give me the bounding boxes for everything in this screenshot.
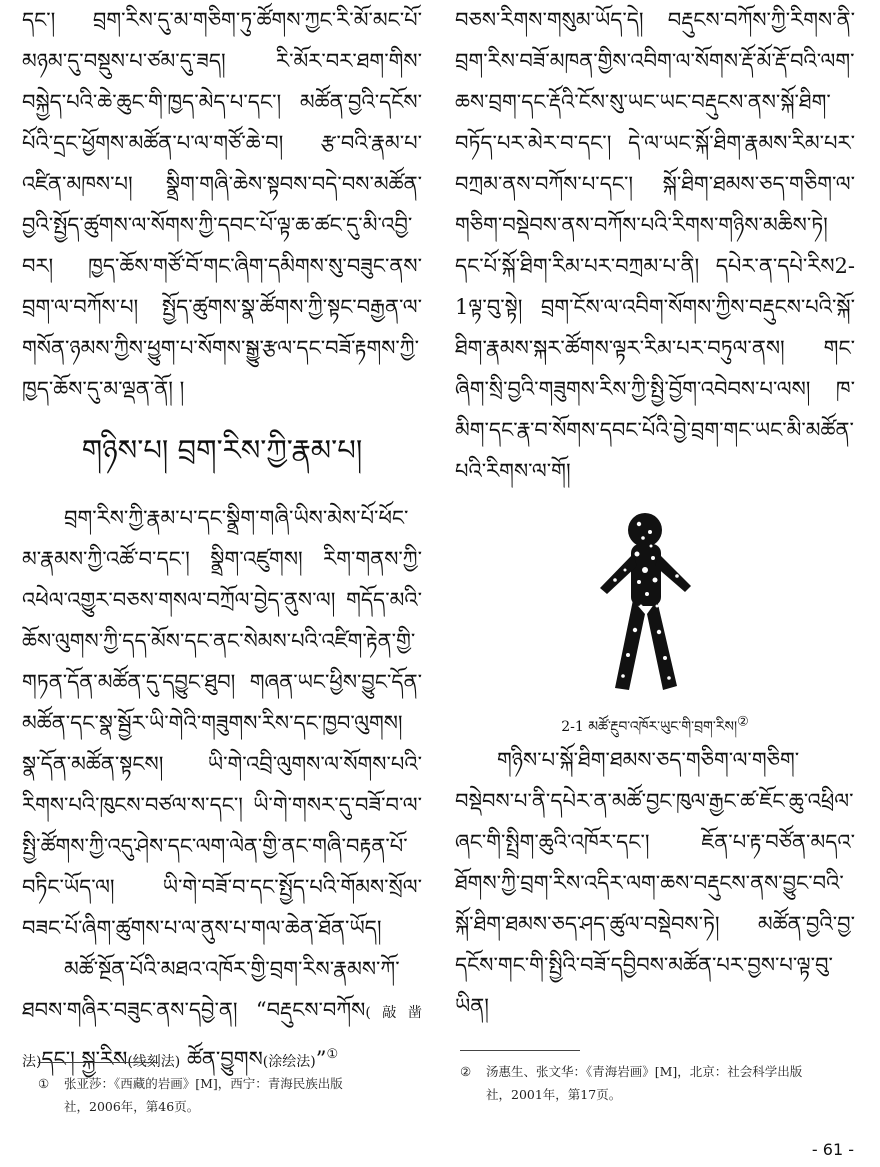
footnote-ref: ② <box>737 714 749 730</box>
footnote-text: 汤惠生、张文华：《青海岩画》[M]，北京：社会科学出版 <box>486 1064 803 1079</box>
footnote-text: 社，2001年，第17页。 <box>486 1087 622 1102</box>
right-column <box>455 0 855 492</box>
footnote-number: ② <box>460 1064 472 1079</box>
section-heading: གཉིས་པ། བྲག་རིས་ཀྱི་རྣམ་པ། <box>81 433 363 467</box>
footnote-text: 社，2006年，第46页。 <box>64 1099 200 1114</box>
footnote-left <box>38 1072 423 1118</box>
paragraph-text: ཚོན་བྱུགས <box>180 1047 263 1071</box>
paragraph: བྲག་རིས་ཀྱི་རྣམ་པ་དང་སྣྲིག་གཞི་ཡིས་མེས་པོ་ཕོང་མ་རྣམས་ཀྱི་འཚོ་བ་དང་། སྣྲིག་འཛུགས། རིག་གནས་ཀྱི་འཕེལ་འགྱུར་བཅས་གསལ་བཀྲོལ་བྱེད་ནུས་ལ། གདོད་མའི་ཆོས་ལུགས་ཀྱི་དད་མོས་དང་ནང་སེམས་པའི་འཛིག་རྟེན་གྱི་གཏན་དོན་མཚོན་དུ་དབྱུང་ཐུབ། གཞན་ཡང་ཕྱིས་བྱུང་དོན་མཚོན་དང་སྣ་སྦྱོར་ཡི་གེའི་གཟུགས་རིས་དང་ཁྱབ་ལུགས། སྣ་དོན་མཚོན་སྟངས། ཡི་གེ་འབྲི་ལུགས་ལ་སོགས་པའི་རིགས་པའི་ཁུངས་བཙལ་ས་དང་། ཡི་གེ་གསར་དུ་བཟོ་བ་ལ་སྤྱི་ཚོགས་ཀྱི་འདུ་ཤེས་དང་ལག་ལེན་གྱི་ནང་གཞི་བརྟན་པོ་བཏིང་ཡོད་ལ། ཡི་གེ་བཟོ་བ་དང་སྤྱོད་པའི་གོམས་སྲོལ་བཟང་པོ་ཞིག་ཚུགས་པ་ལ་ནུས་པ་གལ་ཆེན་ཐོན་ཡོད། <box>22 506 422 940</box>
page-number: - 61 - <box>811 1140 854 1159</box>
footnote-rule <box>38 1062 158 1063</box>
footnote-text: 张亚莎：《西藏的岩画》[M]，西宁：青海民族出版 <box>64 1076 343 1091</box>
paragraph: གཉིས་པ་སྐོ་ཐིག་ཐམས་ཅད་གཅིག་ལ་གཅིག་བསྡེབས་པ་ནི་དཔེར་ན་མཚོ་བྱང་ཁུལ་རྒྱང་ཚ་ཇོང་ཆུ་འཕྲིལ་ཞང་གི་སྤྲིག་ཆུའི་འཁོར་དང་། ཇོན་པ་རྟ་བཙོན་མདའ་ཐོགས་ཀྱི་བྲག་རིས་འདིར་ལག་ཆས་བརྡུངས་ནས་བྱུང་བའི་སྐོ་ཐིག་ཐམས་ཅད་ཤད་ཚུལ་བསྡེབས་ཏེ། མཚོན་བྱའི་བྱ་དངོས་གང་གི་སྤྱིའི་བཟོ་དབྱིབས་མཚོན་པར་བྱས་པ་ལྟ་བུ་ཡིན། <box>455 748 855 1018</box>
paragraph-text: མཚོ་སྔོན་པོའི་མཐའ་འཁོར་གྱི་བྲག་རིས་རྣམས་ཀོ་ཐབས་གཞིར་བཟུང་ནས་དབྱེ་ན། “བརྡུངས་བཀོས <box>22 957 400 1022</box>
paragraph-text: ” <box>315 1047 327 1071</box>
footnote-right <box>460 1060 845 1106</box>
figure-caption-text: 2-1 མཚོ་རྔུབ་འཁོར་ཡུང་གི་བྲག་རིས། <box>561 719 738 735</box>
paragraph-text: དང་། སྐྱ་རིས <box>41 1047 128 1071</box>
footnote-rule <box>460 1050 580 1051</box>
left-column <box>22 0 422 1083</box>
footnote-ref: ① <box>326 1047 339 1062</box>
inline-chinese-note: (敲凿法) <box>22 1005 422 1070</box>
paragraph: བཅས་རིགས་གསུམ་ཡོད་དེ། བརྡུངས་བཀོས་ཀྱི་རིགས་ནི་བྲག་རིས་བཟོ་མཁན་གྱིས་འབིག་ལ་སོགས་རྡོ་མོ་རྡོ་བའི་ལག་ཆས་བྲག་དང་རྡོའི་ངོས་སུ་ཡང་ཡང་བརྡུངས་ནས་སྐོ་ཐིག་བཏོད་པར་མེར་བ་དང་། དེ་ལ་ཡང་སྐོ་ཐིག་རྣམས་རིམ་པར་བཀྲམ་ནས་བཀོས་པ་དང་། སྐོ་ཐིག་ཐམས་ཅད་གཅིག་ལ་གཅིག་བསྡེབས་ནས་བཀོས་པའི་རིགས་གཉིས་མཆིས་ཏེ། དང་པོ་སྐོ་ཐིག་རིམ་པར་བཀྲམ་པ་ནི། དཔེར་ན་དཔེ་རིས2-1ལྟ་བུ་སྟེ། བྲག་ངོས་ལ་འབིག་སོགས་ཀྱིས་བརྡུངས་པའི་སྐོ་ཐིག་རྣམས་སྐར་ཚོགས་ལྟར་རིམ་པར་བཏུལ་ནས། གང་ཞིག་སྲི་བྱའི་གཟུགས་རིས་ཀྱི་སྤྱི་བྱོག་འབེབས་པ་ལས། ཁ་མིག་དང་རྣ་བ་སོགས་དབང་པོའི་བྱེ་བྲག་གང་ཡང་མི་མཚོན་པའི་རིགས་ལ་གོ། <box>455 8 855 483</box>
paragraph: དང་། བྲག་རིས་དུ་མ་གཅིག་ཏུ་ཚོགས་ཀྱང་རི་མོ་མང་པོ་མཉམ་དུ་བསྡུས་པ་ཙམ་དུ་ཟད། རི་མོར་བར་ཐག་གིས་བསྐྱེད་པའི་ཆེ་ཆུང་གི་ཁྱད་མེད་པ་དང་། མཚོན་བྱའི་དངོས་པོའི་དྲང་ཕྱོགས་མཚོན་པ་ལ་གཙོ་ཆེ་བ། རྩ་བའི་རྣམ་པ་འཛིན་མཁས་པ། སྣྲིག་གཞི་ཆེས་སྟབས་བདེ་བས་མཚོན་བྱའི་སྤྱོད་ཚུགས་ལ་སོགས་ཀྱི་དབང་པོ་ལྟ་ཆ་ཚང་དུ་མི་འབྱི་བར། ཁྱད་ཆོས་གཙོ་བོ་གང་ཞིག་དམིགས་སུ་བཟུང་ནས་བྲག་ལ་བཀོས་པ། སྤྱོད་ཚུགས་སྣ་ཚོགས་ཀྱི་སྟང་བརྒྱན་ལ་གསོན་ཉམས་ཀྱིས་ཕྱུག་པ་སོགས་སྒྱུ་རྩལ་དང་བཟོ་རྟགས་ཀྱི་ཁྱད་ཆོས་དུ་མ་ལྡན་ནོ། ། <box>22 8 422 401</box>
rock-art-figure-image <box>595 510 695 695</box>
footnote-number: ① <box>38 1076 50 1091</box>
right-column-lower <box>455 740 855 1027</box>
inline-chinese-note: (线刻法) <box>127 1054 181 1070</box>
inline-chinese-note: (涂绘法) <box>262 1054 316 1070</box>
